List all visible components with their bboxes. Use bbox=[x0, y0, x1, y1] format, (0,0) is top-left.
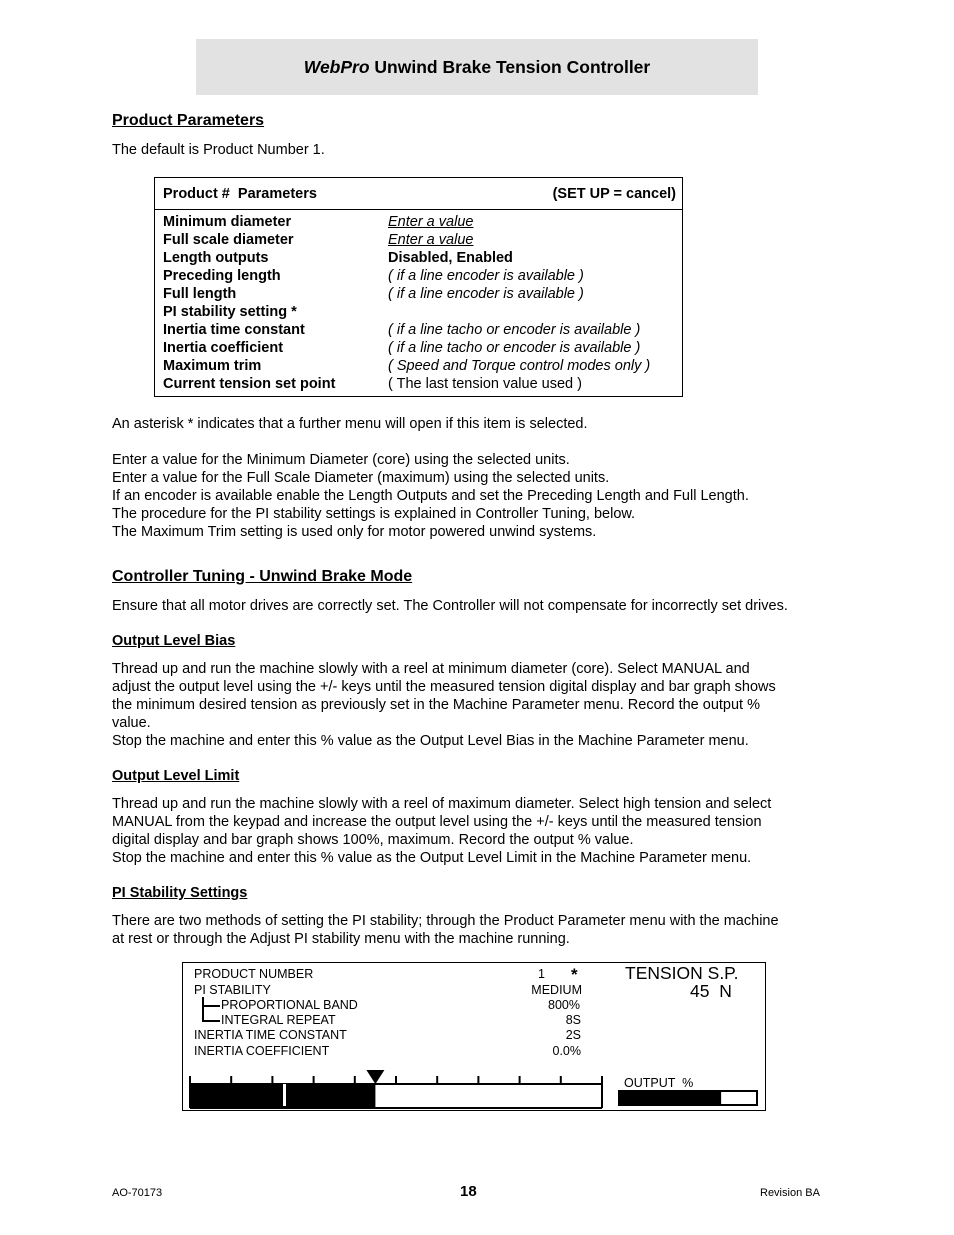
text-line: Stop the machine and enter this % value as the Output Level Bias in the Machine Parameter menu. bbox=[112, 733, 749, 749]
footer-doc-id: AO-70173 bbox=[112, 1187, 163, 1199]
table-row bbox=[155, 376, 682, 394]
table-row bbox=[155, 358, 682, 376]
text-line: Stop the machine and enter this % value as the Output Level Limit in the Machine Parameter menu. bbox=[112, 850, 752, 866]
tension-bar-fill bbox=[190, 1084, 375, 1108]
selected-asterisk-icon: * bbox=[571, 965, 578, 984]
param-label: PI stability setting * bbox=[163, 304, 297, 320]
table-row bbox=[155, 322, 682, 340]
lcd-label: PI STABILITY bbox=[194, 983, 271, 997]
lcd-value: 8S bbox=[565, 1013, 581, 1027]
output-level-bias-text bbox=[112, 660, 852, 750]
table-row bbox=[155, 340, 682, 358]
table-row bbox=[155, 268, 682, 286]
param-label: Inertia time constant bbox=[163, 322, 305, 338]
lcd-label: PRODUCT NUMBER bbox=[194, 967, 314, 981]
output-level-limit-heading: Output Level Limit bbox=[112, 768, 240, 784]
lcd-value: 2S bbox=[565, 1028, 581, 1042]
table-row bbox=[155, 250, 682, 268]
table-row bbox=[155, 214, 682, 232]
tension-value: 45 N bbox=[690, 981, 732, 1001]
output-bar-fill bbox=[619, 1091, 721, 1105]
table-row bbox=[155, 232, 682, 250]
param-label: Preceding length bbox=[163, 268, 281, 284]
parameters-table-header bbox=[155, 178, 682, 210]
lcd-value: MEDIUM bbox=[531, 983, 582, 997]
output-label: OUTPUT % bbox=[624, 1076, 694, 1090]
product-parameters-heading: Product Parameters bbox=[112, 112, 265, 129]
lcd-value: 0.0% bbox=[552, 1044, 581, 1058]
lcd-display bbox=[182, 962, 766, 1111]
table-row bbox=[155, 286, 682, 304]
table-row bbox=[155, 304, 682, 322]
asterisk-note: An asterisk * indicates that a further menu will open if this item is selected. bbox=[112, 416, 588, 432]
text-line: the minimum desired tension as previously set in the Machine Parameter menu. Record the output % bbox=[112, 697, 760, 713]
text-line: There are two methods of setting the PI stability; through the Product Parameter menu with the machine bbox=[112, 913, 779, 929]
param-value: ( if a line tacho or encoder is available ) bbox=[388, 340, 641, 356]
product-parameters-intro: The default is Product Number 1. bbox=[112, 142, 325, 158]
header-title: Unwind Brake Tension Controller bbox=[369, 56, 651, 77]
lcd-label: INTEGRAL REPEAT bbox=[221, 1013, 336, 1027]
param-value: ( if a line tacho or encoder is available ) bbox=[388, 322, 641, 338]
table-header-left: Product # Parameters bbox=[163, 186, 317, 202]
text-line: digital display and bar graph shows 100%, maximum. Record the output % value. bbox=[112, 832, 634, 848]
lcd-value: 800% bbox=[548, 998, 580, 1012]
pi-stability-heading: PI Stability Settings bbox=[112, 885, 248, 901]
controller-tuning-heading: Controller Tuning - Unwind Brake Mode bbox=[112, 568, 413, 585]
lcd-label: INERTIA COEFFICIENT bbox=[194, 1044, 330, 1058]
controller-tuning-intro: Ensure that all motor drives are correctly set. The Controller will not compensate for incorrectly set drives. bbox=[112, 598, 788, 614]
output-level-limit-text bbox=[112, 795, 852, 867]
param-value: Disabled, Enabled bbox=[388, 250, 513, 266]
param-label: Length outputs bbox=[163, 250, 269, 266]
text-line: adjust the output level using the +/- keys until the measured tension digital display and bar graph shows bbox=[112, 679, 776, 695]
table-header-right: (SET UP = cancel) bbox=[552, 186, 676, 202]
lcd-bar-graphs bbox=[183, 963, 765, 1110]
text-line: Thread up and run the machine slowly with a reel at minimum diameter (core). Select MANUAL and bbox=[112, 661, 750, 677]
param-value[interactable]: Enter a value bbox=[388, 232, 474, 248]
param-label: Full length bbox=[163, 286, 237, 302]
note-line: The Maximum Trim setting is used only for motor powered unwind systems. bbox=[112, 524, 597, 540]
param-value: ( if a line encoder is available ) bbox=[388, 286, 584, 302]
tension-label: TENSION S.P. bbox=[625, 963, 739, 983]
page-header bbox=[196, 39, 758, 95]
param-label: Maximum trim bbox=[163, 358, 262, 374]
page-number: 18 bbox=[460, 1183, 477, 1200]
output-level-bias-heading: Output Level Bias bbox=[112, 633, 236, 649]
param-value: ( Speed and Torque control modes only ) bbox=[388, 358, 651, 374]
param-label: Full scale diameter bbox=[163, 232, 294, 248]
param-value[interactable]: Enter a value bbox=[388, 214, 474, 230]
text-line: value. bbox=[112, 715, 151, 731]
lcd-label: INERTIA TIME CONSTANT bbox=[194, 1028, 347, 1042]
lcd-label: PROPORTIONAL BAND bbox=[221, 998, 358, 1012]
note-line: Enter a value for the Minimum Diameter (core) using the selected units. bbox=[112, 452, 570, 468]
param-label: Inertia coefficient bbox=[163, 340, 284, 356]
text-line: MANUAL from the keypad and increase the output level using the +/- keys until the measured tension bbox=[112, 814, 762, 830]
parameter-notes bbox=[112, 451, 852, 541]
param-value: ( if a line encoder is available ) bbox=[388, 268, 584, 284]
note-line: Enter a value for the Full Scale Diameter (maximum) using the selected units. bbox=[112, 470, 610, 486]
param-label: Current tension set point bbox=[163, 376, 336, 392]
setpoint-marker-icon bbox=[366, 1070, 384, 1084]
tension-bar-divider bbox=[283, 1084, 286, 1106]
text-line: Thread up and run the machine slowly with a reel of maximum diameter. Select high tension and select bbox=[112, 796, 772, 812]
lcd-value: 1 bbox=[538, 967, 545, 981]
text-line: at rest or through the Adjust PI stability menu with the machine running. bbox=[112, 931, 570, 947]
pi-stability-text bbox=[112, 912, 852, 948]
note-line: The procedure for the PI stability settings is explained in Controller Tuning, below. bbox=[112, 506, 636, 522]
param-label: Minimum diameter bbox=[163, 214, 292, 230]
parameters-table bbox=[154, 177, 683, 397]
brand-name: WebPro bbox=[303, 56, 370, 77]
note-line: If an encoder is available enable the Length Outputs and set the Preceding Length and Full Length. bbox=[112, 488, 749, 504]
footer-revision: Revision BA bbox=[760, 1187, 820, 1199]
param-value: ( The last tension value used ) bbox=[388, 376, 582, 392]
